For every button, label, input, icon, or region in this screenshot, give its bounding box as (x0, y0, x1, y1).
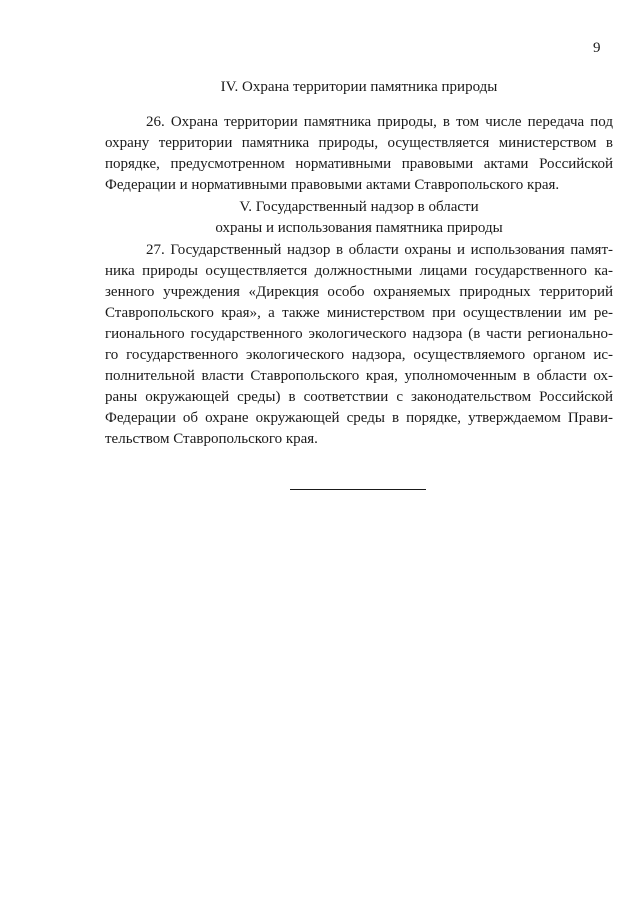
section-heading-iv (105, 77, 613, 98)
paragraph-line: полнительной власти Ставропольского края, уполномоченным в области ох- (105, 368, 613, 384)
page-number: 9 (593, 40, 601, 56)
paragraph-27 (105, 240, 613, 450)
paragraph-line: Федерации и нормативными правовыми актами Ставропольского края. (105, 177, 560, 193)
paragraph-line: ника природы осуществляется должностными лицами государственного ка- (105, 263, 613, 279)
paragraph-line: зенного учреждения «Дирекция особо охраняемых природных территорий (105, 284, 613, 300)
paragraph-26 (105, 112, 613, 196)
paragraph-line: охрану территории памятника природы, осуществляется министерством в (105, 135, 613, 151)
paragraph-line: гионального государственного экологического надзора (в части регионально- (105, 326, 613, 342)
paragraph-line: порядке, предусмотренном нормативными правовыми актами Российской (105, 156, 613, 172)
paragraph-line: Ставропольского края», а также министерством при осуществлении им ре- (105, 305, 613, 321)
paragraph-line: раны окружающей среды) в соответствии с законодательством Российской (105, 389, 613, 405)
heading-line: охраны и использования памятника природы (215, 220, 503, 236)
end-divider (290, 489, 426, 490)
paragraph-line: Федерации об охране окружающей среды в порядке, утверждаемом Прави- (105, 410, 613, 426)
paragraph-line: 26. Охрана территории памятника природы, в том числе передача под (146, 114, 613, 130)
heading-line: IV. Охрана территории памятника природы (220, 79, 498, 95)
paragraph-line: тельством Ставропольского края. (105, 431, 318, 447)
paragraph-line: 27. Государственный надзор в области охраны и использования памят- (146, 242, 613, 258)
heading-line: V. Государственный надзор в области (239, 199, 479, 215)
section-heading-v (105, 197, 613, 239)
paragraph-line: го государственного экологического надзора, осуществляемого органом ис- (105, 347, 613, 363)
